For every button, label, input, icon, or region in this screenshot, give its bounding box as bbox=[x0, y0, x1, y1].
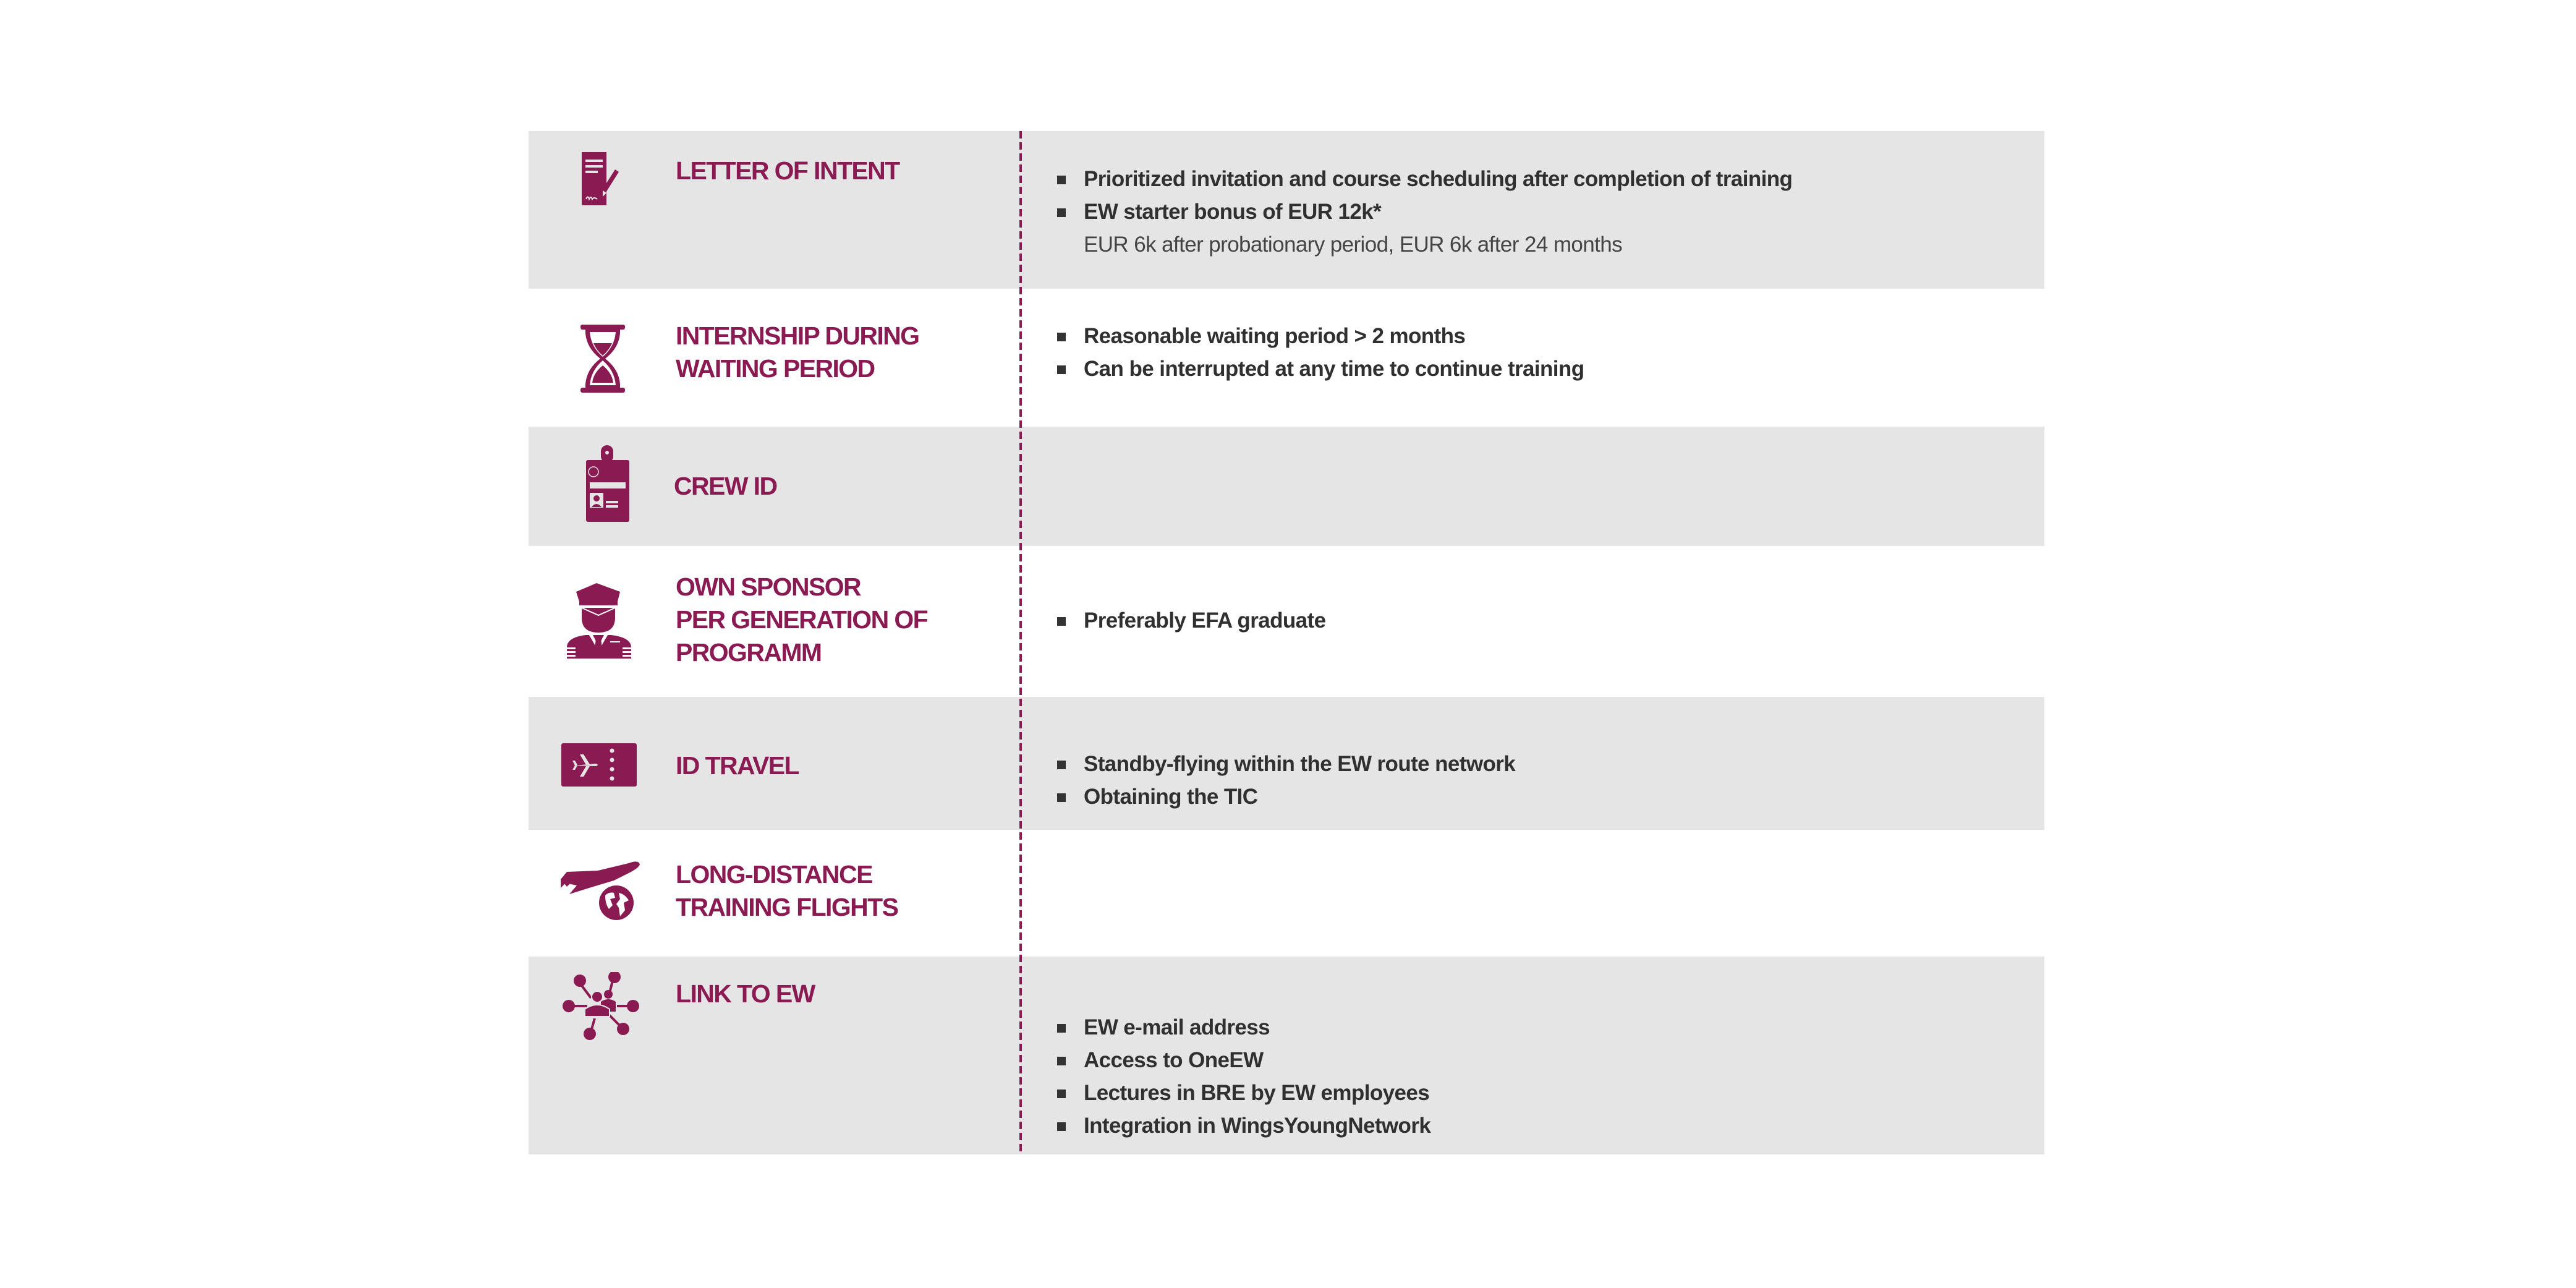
row-title: LONG-DISTANCE TRAINING FLIGHTS bbox=[676, 860, 898, 921]
bullet-icon bbox=[1057, 1024, 1066, 1033]
network-people-icon bbox=[563, 972, 640, 1043]
list-item: Obtaining the TIC bbox=[1057, 780, 1515, 813]
table-row-link-to-ew bbox=[529, 957, 2044, 1154]
table-row-id-travel bbox=[529, 697, 2044, 830]
list-item: Preferably EFA graduate bbox=[1057, 604, 1325, 637]
bullet-list bbox=[1057, 320, 1584, 385]
hourglass-icon bbox=[578, 325, 627, 396]
bullet-icon bbox=[1057, 176, 1066, 184]
bullet-icon bbox=[1057, 1057, 1066, 1065]
list-item: EW starter bonus of EUR 12k* bbox=[1057, 195, 1792, 228]
list-item: Can be interrupted at any time to continue training bbox=[1057, 352, 1584, 385]
list-item: Standby-flying within the EW route network bbox=[1057, 748, 1515, 780]
bullet-icon bbox=[1057, 1122, 1066, 1131]
list-item: Lectures in BRE by EW employees bbox=[1057, 1077, 1430, 1109]
table-row-long-distance bbox=[529, 830, 2044, 957]
bullet-note: EUR 6k after probationary period, EUR 6k after 24 months bbox=[1084, 232, 1623, 257]
bullet-list bbox=[1057, 1011, 1430, 1142]
table-row-internship bbox=[529, 289, 2044, 427]
list-item: EW e-mail address bbox=[1057, 1011, 1430, 1044]
plane-globe-icon bbox=[561, 859, 647, 924]
letter-signature-icon bbox=[582, 152, 644, 212]
bullet-list bbox=[1057, 604, 1325, 637]
bullet-icon bbox=[1057, 1090, 1066, 1098]
row-title: LETTER OF INTENT bbox=[676, 156, 899, 185]
row-title: ID TRAVEL bbox=[676, 751, 799, 780]
row-title: LINK TO EW bbox=[676, 979, 815, 1008]
bullet-icon bbox=[1057, 208, 1066, 217]
list-item: Integration in WingsYoungNetwork bbox=[1057, 1109, 1430, 1142]
list-item: Access to OneEW bbox=[1057, 1044, 1430, 1077]
bullet-icon bbox=[1057, 793, 1066, 802]
id-badge-icon bbox=[586, 445, 629, 526]
table-row-crew-id bbox=[529, 427, 2044, 546]
bullet-icon bbox=[1057, 333, 1066, 341]
table-row-letter-of-intent bbox=[529, 131, 2044, 289]
flight-ticket-icon bbox=[561, 743, 637, 790]
list-item: Prioritized invitation and course scheduling after completion of training bbox=[1057, 163, 1792, 195]
list-item: Reasonable waiting period > 2 months bbox=[1057, 320, 1584, 352]
row-title: CREW ID bbox=[674, 472, 777, 500]
bullet-list bbox=[1057, 163, 1792, 261]
column-divider bbox=[1019, 131, 1022, 1154]
pilot-icon bbox=[567, 578, 631, 662]
bullet-icon bbox=[1057, 761, 1066, 769]
bullet-icon bbox=[1057, 617, 1066, 626]
bullet-icon bbox=[1057, 365, 1066, 374]
row-title: INTERNSHIP DURING WAITING PERIOD bbox=[676, 322, 919, 383]
row-title: OWN SPONSOR PER GENERATION OF PROGRAMM bbox=[676, 573, 928, 667]
table-row-own-sponsor bbox=[529, 546, 2044, 697]
bullet-list bbox=[1057, 748, 1515, 813]
